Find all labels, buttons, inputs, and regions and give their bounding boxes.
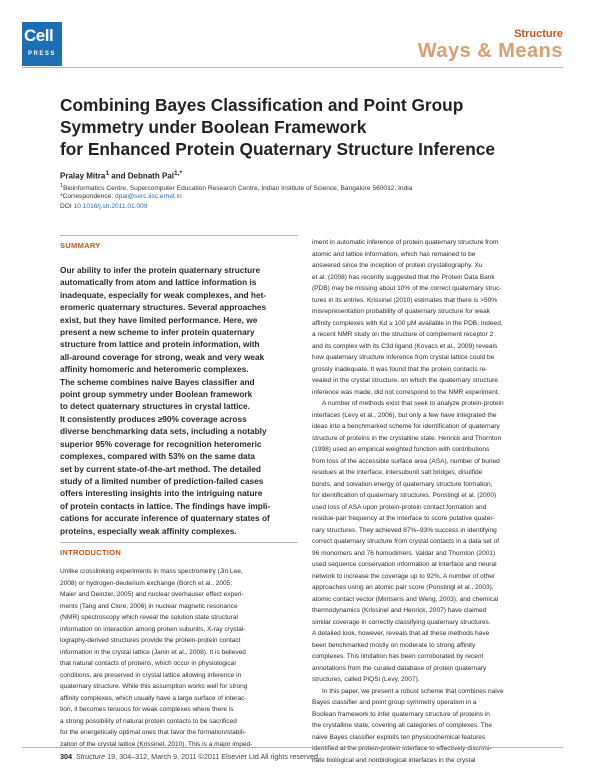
body-line: complexes. This limitation has been corroborated by recent xyxy=(312,653,484,660)
footer-citation: 19, 304–312, March 9, 2011 ©2011 Elsevier Ltd All rights reserved xyxy=(105,752,318,761)
body-line: answered since the inception of protein crystallography. Xu xyxy=(312,262,483,269)
body-line: atomic contact vector (Mintseris and Weng, 2003), and chemical xyxy=(312,595,499,603)
body-line: approaches using an atomic pair score (Ponstingl et al., 2003), xyxy=(312,584,494,591)
introduction-line: zation of the crystal lattice (Krissinel, 2010). This is a major imped- xyxy=(60,740,253,748)
body-line: structure of proteins in the crystalline state. Henrick and Thornton xyxy=(312,434,502,442)
summary-line: all-around coverage for strong, weak and very weak xyxy=(60,351,265,362)
body-line: used sequence conservation information at interface and neural xyxy=(312,561,497,568)
summary-line: point group symmetry under Boolean framework xyxy=(60,389,253,400)
summary-line: set by current state-of-the-art method. The detailed xyxy=(60,463,261,474)
summary-text xyxy=(60,264,298,537)
summary-line: complexes, compared with 53% on the same data xyxy=(60,451,256,462)
logo-text: Cell xyxy=(24,26,54,45)
doi-link[interactable]: 10.1016/j.str.2011.01.009 xyxy=(73,203,148,210)
section-name: Ways & Means xyxy=(417,40,563,62)
introduction-text xyxy=(60,566,298,750)
summary-top-rule xyxy=(60,235,298,236)
introduction-line: ments (Tang and Clore, 2006) in nuclear magnetic resonance xyxy=(60,602,238,610)
body-line: interfaces (Levy et al., 2006), but only a few have integrated the xyxy=(312,411,497,419)
right-column-text xyxy=(312,237,563,766)
summary-line: It consistently produces ≥90% coverage across xyxy=(60,413,247,424)
body-line: how quaternary structure inference from crystal lattice could be xyxy=(312,354,495,361)
body-line: residue-pair frequency at the interface to score putative quater- xyxy=(312,515,495,522)
introduction-line: information on interaction among protein subunits, X-ray crystal- xyxy=(60,625,246,633)
affiliation-mark: 1 xyxy=(60,183,64,189)
introduction-top-rule xyxy=(60,542,298,543)
body-line: network to increase the coverage up to 92%. A number of other xyxy=(312,572,496,580)
body-line: et al. (2008) has recently suggested that the Protein Data Bank xyxy=(312,273,495,281)
doi xyxy=(60,203,148,210)
body-line: ideas into a benchmarked scheme for identification of quaternary xyxy=(312,423,500,430)
body-line: the crystalline state, covering all categories of complexes. The xyxy=(312,722,493,729)
body-line: misrepresentation probability of quaternary structure for weak xyxy=(312,308,490,315)
author-name: Pralay Mitra xyxy=(60,171,106,181)
body-line: nate biological and nonbiological interfaces in the crystal xyxy=(312,756,476,764)
body-line: (PDB) may be missing about 10% of the correct quaternary struc- xyxy=(312,285,502,292)
title-line: for Enhanced Protein Quaternary Structure Inference xyxy=(60,139,496,159)
summary-line: inadequate, especially for weak complexes, and het- xyxy=(60,289,267,300)
correspondence xyxy=(60,193,182,200)
summary-line: proteins, especially weak affinity complexes. xyxy=(60,525,237,536)
author-name: Debnath Pal xyxy=(127,171,174,181)
doi-label: DOI xyxy=(60,203,74,210)
body-line: structures, called PiQSi (Levy, 2007). xyxy=(312,676,420,683)
summary-line: structure from lattice and protein information, with xyxy=(60,339,260,350)
summary-heading: SUMMARY xyxy=(60,241,101,250)
summary-line: automatically from atom and lattice information is xyxy=(60,277,257,288)
introduction-line: conditions, are preserved in crystal lattice allowing inference in xyxy=(60,671,242,679)
body-line: and its complex with its C3d ligand (Kovacs et al., 2009) reveals xyxy=(312,342,498,350)
body-line: annotations from the curated database of protein quaternary xyxy=(312,664,487,672)
body-line: atomic and lattice information, which has remained to be xyxy=(312,250,476,258)
body-line: similar coverage in correctly classifying quaternary structures. xyxy=(312,618,491,626)
body-line: used loss of ASA upon protein-protein contact formation and xyxy=(312,503,487,511)
introduction-line: affinity complexes, which usually have a large surface of interac- xyxy=(60,694,247,702)
correspondence-email-link[interactable]: dpal@serc.iisc.ernet.in xyxy=(114,193,182,200)
author-affiliation-mark: 1 xyxy=(105,170,110,177)
affiliation-text: Bioinformatics Centre, Supercomputer Education Research Centre, Indian Institute of Science, Bangalore 560012, India xyxy=(63,185,413,193)
body-line: correct quaternary structure from crystal contacts in a data set of xyxy=(312,538,500,545)
summary-line: to detect quaternary structures in crystal lattice. xyxy=(60,401,250,412)
body-line: Bayes classifier and point group symmetry operation in a xyxy=(312,699,477,706)
summary-line: of protein contacts in lattice. The findings have impli- xyxy=(60,500,271,511)
body-line: naive Bayes classifier exploits ten physicochemical features xyxy=(312,733,486,741)
summary-line: diverse benchmarking data sets, including a notably xyxy=(60,426,267,437)
introduction-line: 2008) or hydrogen-deuterium exchange (Borch et al., 2005; xyxy=(60,579,233,587)
summary-line: cations for accurate inference of quaternary states of xyxy=(60,513,270,524)
footer-journal: Structure xyxy=(76,752,106,761)
body-line: a recent NMR study on the structure of complement receptor 2 xyxy=(312,331,494,338)
author-list xyxy=(60,170,182,181)
introduction-line: a strong possibility of natural protein contacts to be sacrificed xyxy=(60,717,237,725)
body-line: (1998) used an empirical weighted function with contributions xyxy=(312,446,490,453)
author-separator: and xyxy=(109,171,128,181)
logo-subtext: PRESS xyxy=(28,51,56,57)
body-line: for identification of quaternary structures. Ponstingl et al. (2000) xyxy=(312,492,497,499)
body-line: 96 monomers and 76 homodimers. Valdar and Thornton (2001) xyxy=(312,549,496,557)
body-line: inference was made, did not correspond to the NMR experiment. xyxy=(312,388,500,396)
body-line: tures in its entries. Krissinel (2010) estimates that there is >50% xyxy=(312,296,498,304)
introduction-line: Unlike crosslinking experiments in mass spectrometry (Jin Lee, xyxy=(60,568,243,575)
introduction-line: tion, it becomes tenuous for weak complexes where there is xyxy=(60,706,234,713)
introduction-line: Maier and Deinzer, 2005) and nuclear overhauser effect experi- xyxy=(60,591,244,598)
title-line: Combining Bayes Classification and Point Group xyxy=(60,95,464,115)
body-line: In this paper, we present a robust scheme that combines naive xyxy=(322,687,504,695)
body-line: bonds, and solvation energy of quaternary structure formation, xyxy=(312,480,493,488)
introduction-line: that natural contacts of proteins, which occur in physiological xyxy=(60,660,236,667)
body-line: affinity complexes with Kd ≥ 100 μM available in the PDB. Indeed, xyxy=(312,319,503,327)
body-line: residues at the interface, intersubunit salt bridges, disulfide xyxy=(312,469,483,476)
body-line: A detailed look, however, reveals that all these methods have xyxy=(312,630,490,637)
body-line: from loss of the accessible surface area (ASA), number of buried xyxy=(312,457,500,465)
body-line: vealed in the crystal structure, on which the quaternary structure xyxy=(312,377,498,384)
body-line: iment in automatic inference of protein quaternary structure from xyxy=(312,239,499,246)
summary-line: offers interesting insights into the intriguing nature xyxy=(60,488,263,499)
introduction-line: (NMR) spectroscopy which reveal the solution state structural xyxy=(60,614,238,621)
header-divider xyxy=(22,67,563,68)
footer-rule xyxy=(22,747,563,748)
introduction-line: for the energetically optimal ones that favor the formation/stabili- xyxy=(60,729,246,736)
introduction-line: lography-derived structures provide the protein-protein contact xyxy=(60,637,241,644)
introduction-line: information in the crystal lattice (Janin et al., 2008). It is believed xyxy=(60,648,246,656)
body-line: been benchmarked mostly on moderate to strong affinity xyxy=(312,641,476,649)
page-number: 304 xyxy=(60,752,72,761)
body-line: Boolean framework to infer quaternary structure of proteins in xyxy=(312,710,490,718)
body-line: identified at the protein-protein interface to effectively discrimi- xyxy=(312,745,492,752)
body-line: grossly inadequate. It was found that the protein contacts re- xyxy=(312,365,488,373)
summary-line: present a new scheme to infer protein quaternary xyxy=(60,327,255,338)
introduction-line: quaternary structure. While this assumption works well for strong xyxy=(60,683,248,690)
title-line: Symmetry under Boolean Framework xyxy=(60,117,367,137)
article-title xyxy=(60,94,560,160)
cell-press-logo xyxy=(22,22,62,66)
introduction-heading: INTRODUCTION xyxy=(60,548,122,557)
correspondence-label: *Correspondence: xyxy=(60,193,115,200)
body-line: A number of methods exist that seek to analyze protein-protein xyxy=(322,400,504,407)
summary-line: The scheme combines naive Bayes classifier and xyxy=(60,376,255,387)
body-line: nary structures. They achieved 87%–93% success in identifying xyxy=(312,526,497,534)
summary-line: superior 95% coverage for recognition heteromeric xyxy=(60,438,262,449)
body-line: thermodynamics (Krissinel and Henrick, 2007) have claimed xyxy=(312,607,487,614)
summary-line: exist, but they have limited performance. Here, we xyxy=(60,314,258,325)
author-affiliation-mark: 1,* xyxy=(173,170,183,177)
affiliation xyxy=(60,183,412,192)
journal-name: Structure xyxy=(514,28,563,40)
summary-line: eromeric quaternary structures. Several approaches xyxy=(60,302,267,313)
summary-line: study of a limited number of prediction-failed cases xyxy=(60,475,264,486)
page-footer xyxy=(60,752,318,761)
summary-line: Our ability to infer the protein quaternary structure xyxy=(60,265,261,275)
summary-line: affinity homomeric and heteromeric complexes. xyxy=(60,364,249,375)
